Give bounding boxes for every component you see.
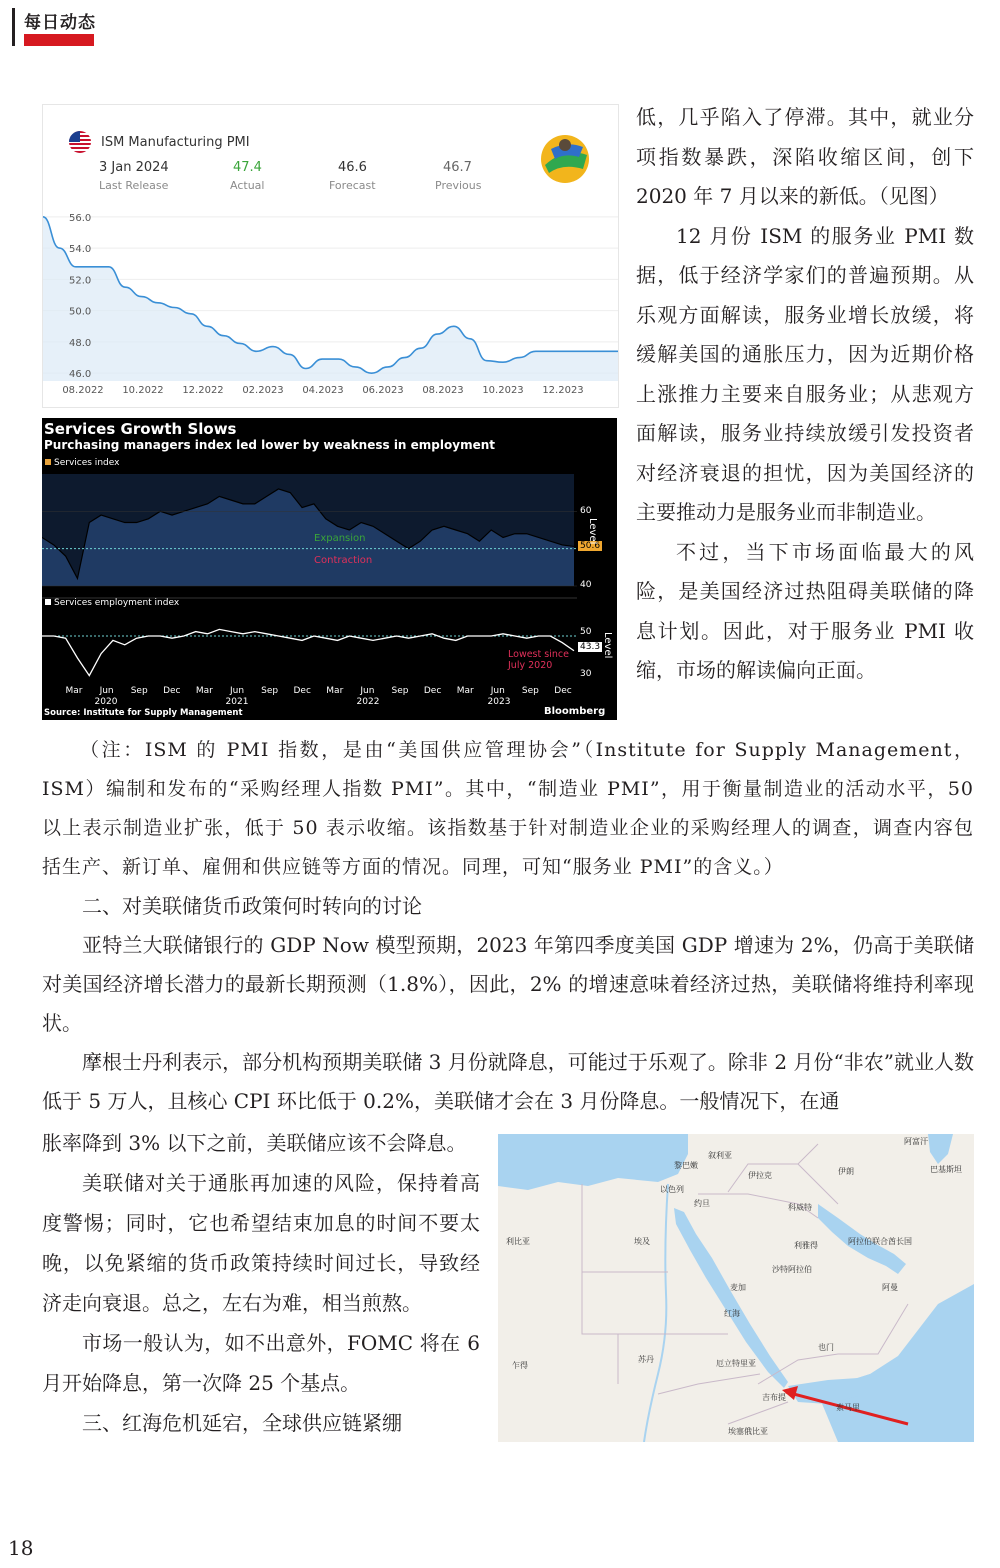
bloomberg-brand: Bloomberg [544, 706, 606, 717]
forecast-value: 46.6 [338, 160, 367, 175]
map-label-egypt: 埃及 [634, 1237, 650, 1246]
ism-y-tick-label: 52.0 [69, 275, 92, 287]
map-label-riyadh: 利雅得 [794, 1241, 818, 1250]
map-label-eritrea: 厄立特里亚 [716, 1359, 756, 1368]
month-tick-label: Mar [195, 686, 213, 696]
month-tick-label: Dec [554, 686, 572, 696]
ism-y-tick-label: 54.0 [69, 244, 92, 256]
services-growth-chart [42, 418, 617, 720]
ism-y-tick-label: 50.0 [69, 306, 92, 318]
previous-label: Previous [435, 179, 482, 192]
paragraph-fed-caution: 美联储对关于通胀再加速的风险，保持着高度警惕；同时，它也希望结束加息的时间不要太晚，以免紧缩的货币政策持续时间过长，导致经济走向衰退。总之，左右为难，相当煎熬。 [42, 1171, 480, 1315]
month-tick-label: Dec [163, 686, 181, 696]
chart-title: ISM Manufacturing PMI [101, 135, 250, 150]
month-tick-label: Sep [391, 686, 409, 696]
map-label-pakistan: 巴基斯坦 [930, 1165, 962, 1174]
metatrader-logo-icon [533, 127, 597, 191]
map-label-jordan: 约旦 [694, 1199, 710, 1208]
month-tick-label: Sep [521, 686, 539, 696]
ism-x-tick-label: 12.2022 [182, 385, 224, 396]
map-label-saudi: 沙特阿拉伯 [772, 1265, 812, 1274]
map-label-afghanistan: 阿富汗 [904, 1137, 928, 1146]
paragraph-gdp-now: 亚特兰大联储银行的 GDP Now 模型预期，2023 年第四季度美国 GDP 增速为 2%，仍高于美联储对美国经济增长潜力的最新长期预测（1.8%），因此，2% 的增速意味着经济过热，美联储将维持利率现状。 [42, 933, 974, 1035]
ism-x-tick-label: 02.2023 [242, 385, 284, 396]
month-tick-label: Jun [99, 686, 114, 696]
header-rule [12, 8, 15, 46]
previous-value: 46.7 [443, 160, 472, 175]
month-tick-label: Dec [293, 686, 311, 696]
section-title: 每日动态 [24, 13, 96, 33]
actual-value: 47.4 [233, 160, 262, 175]
map-label-kuwait: 科威特 [788, 1203, 812, 1212]
map-label-libya: 利比亚 [506, 1237, 530, 1246]
map-label-uae: 阿拉伯联合酋长国 [848, 1237, 912, 1246]
paragraph-fomc: 市场一般认为，如不出意外，FOMC 将在 6 月开始降息，第一次降 25 个基点。 [42, 1331, 480, 1395]
paragraph-risk: 不过，当下市场面临最大的风险，是美国经济过热阻碍美联储的降息计划。因此，对于服务业 PMI 收缩，市场的解读偏向正面。 [636, 539, 974, 682]
month-tick-label: Dec [423, 686, 442, 696]
map-label-ethiopia: 埃塞俄比亚 [728, 1427, 768, 1436]
map-label-israel: 以色列 [660, 1185, 684, 1194]
ism-x-tick-label: 10.2022 [122, 385, 164, 396]
release-date: 3 Jan 2024 [99, 160, 169, 175]
legend-services-employment-label: Services employment index [54, 598, 180, 608]
y-tick-60: 60 [580, 506, 592, 516]
ism-y-tick-label: 46.0 [69, 369, 92, 381]
legend-services-index [45, 458, 119, 468]
map-label-somalia: 索马里 [836, 1403, 860, 1412]
lowest-annotation: Lowest since July 2020 [508, 649, 569, 671]
employment-current-value: 43.3 [580, 642, 601, 652]
month-tick-label: Mar [326, 686, 344, 696]
y-tick-30b: 30 [580, 669, 592, 679]
left-column-text [42, 1123, 480, 1443]
ism-x-tick-label: 04.2023 [302, 385, 344, 396]
map-label-djibouti: 吉布提 [762, 1393, 786, 1402]
map-label-iran: 伊朗 [838, 1167, 854, 1176]
forecast-label: Forecast [329, 179, 376, 192]
map-label-chad: 乍得 [512, 1361, 528, 1370]
paragraph-continued: 低，几乎陷入了停滞。其中，就业分项指数暴跌，深陷收缩区间，创下 2020 年 7 月以来的新低。（见图） [636, 105, 974, 208]
full-width-section [42, 731, 974, 1121]
us-flag-icon [69, 131, 91, 153]
ism-area-fill [43, 217, 618, 381]
y-tick-50b: 50 [580, 627, 592, 637]
map-label-mecca: 麦加 [730, 1283, 746, 1292]
services-current-value: 50.6 [580, 541, 601, 551]
ism-manufacturing-chart [42, 104, 619, 408]
map-label-red-sea: 红海 [724, 1309, 740, 1318]
services-chart-title: Services Growth Slows [44, 420, 237, 438]
map-label-lebanon: 黎巴嫩 [674, 1161, 698, 1170]
month-tick-label: Sep [261, 686, 279, 696]
year-tick-label: 2022 [356, 697, 380, 707]
map-label-iraq: 伊拉克 [748, 1171, 772, 1180]
month-tick-label: Sep [130, 686, 148, 696]
section-heading-2: 二、对美联储货币政策何时转向的讨论 [82, 894, 422, 918]
map-canvas [498, 1134, 974, 1442]
month-tick-label: Mar [65, 686, 83, 696]
services-chart-canvas [42, 418, 617, 720]
actual-label: Actual [230, 179, 265, 192]
y-axis-label-bottom: Level [602, 632, 613, 659]
expansion-annotation: Expansion [314, 533, 366, 544]
month-tick-label: Jun [360, 686, 375, 696]
chart-source: Source: Institute for Supply Management [44, 708, 243, 718]
ism-x-tick-label: 12.2023 [542, 385, 584, 396]
ism-x-tick-label: 08.2022 [62, 385, 104, 396]
map-label-syria: 叙利亚 [708, 1151, 732, 1160]
services-chart-subtitle: Purchasing managers index led lower by weakness in employment [44, 438, 495, 452]
paragraph-services-pmi: 12 月份 ISM 的服务业 PMI 数据，低于经济学家们的普遍预期。从乐观方面解读，服务业增长放缓，将缓解美国的通胀压力，因为近期价格上涨推力主要来自服务业；从悲观方面解读，服务业持续放缓引发投资者对经济衰退的担忧，因为美国经济的主要推动力是服务业而非制造业。 [636, 223, 974, 524]
ism-x-tick-label: 08.2023 [422, 385, 464, 396]
year-tick-label: 2023 [487, 697, 511, 707]
release-date-label: Last Release [99, 179, 169, 192]
month-tick-label: Mar [456, 686, 474, 696]
paragraph-morgan-stanley: 摩根士丹利表示，部分机构预期美联储 3 月份就降息，可能过于乐观了。除非 2 月份“非农”就业人数低于 5 万人，且核心 CPI 环比低于 0.2%，美联储才会在 3 月份降息。一般情况下，在通 [42, 1050, 974, 1113]
pmi-note: （注：ISM 的 PMI 指数，是由“美国供应管理协会”（Institute for Supply Management，ISM）编制和发布的“采购经理人指数 PMI”。其中，“制造业 PMI”，用于衡量制造业的活动水平，50 以上表示制造业扩张，低于 50 表示收缩。该指数基于针对制造业企业的采购经理人的调查，调查内容包括生产、新订单、雇佣和供应链等方面的情况。同理，可知“服务业 PMI”的含义。） [42, 739, 974, 878]
year-tick-label: 2021 [225, 697, 249, 707]
paragraph-ms-continued: 胀率降到 3% 以下之前，美联储应该不会降息。 [42, 1131, 467, 1155]
map-label-sudan: 苏丹 [638, 1355, 654, 1364]
ism-x-tick-label: 10.2023 [482, 385, 524, 396]
month-tick-label: Jun [229, 686, 245, 696]
ism-chart-canvas [43, 105, 618, 407]
page-number: 18 [8, 1536, 34, 1560]
legend-services-employment [45, 598, 179, 608]
y-axis-label-top: Level [587, 518, 598, 545]
header-accent-bar [24, 34, 94, 46]
ism-y-tick-label: 56.0 [69, 212, 92, 224]
section-heading-3: 三、红海危机延宕，全球供应链紧绷 [82, 1411, 402, 1435]
right-column-text [636, 98, 974, 691]
ism-x-tick-label: 06.2023 [362, 385, 404, 396]
map-label-oman: 阿曼 [882, 1283, 898, 1292]
legend-services-index-label: Services index [54, 458, 120, 468]
y-tick-40: 40 [580, 580, 592, 590]
year-tick-label: 2020 [94, 697, 118, 707]
red-sea-map [498, 1134, 974, 1442]
ism-y-tick-label: 48.0 [69, 337, 92, 349]
month-tick-label: Jun [490, 686, 505, 696]
map-label-yemen: 也门 [818, 1343, 834, 1352]
contraction-annotation: Contraction [314, 555, 373, 566]
